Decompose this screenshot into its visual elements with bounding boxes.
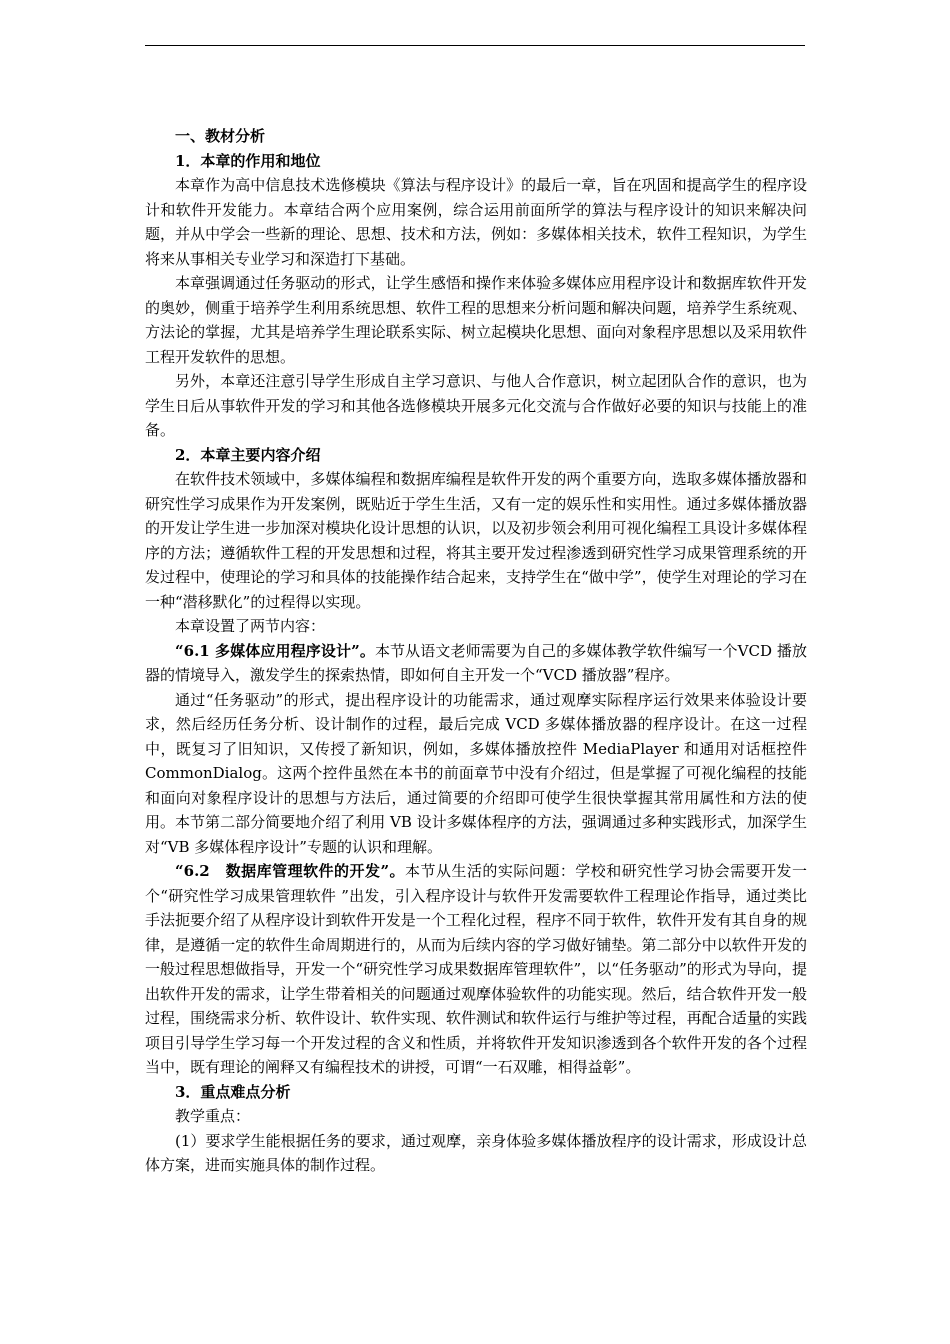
paragraph: 另外，本章还注意引导学生形成自主学习意识、与他人合作意识，树立起团队合作的意识，也为学生日后从事软件开发的学习和其他各选修模块开展多元化交流与合作做好必要的知识与技能上的准备。 <box>145 372 807 439</box>
subsection-heading-key-points: 3．重点难点分析 <box>175 1082 291 1101</box>
paragraph: 本章强调通过任务驱动的形式，让学生感悟和操作来体验多媒体应用程序设计和数据库软件开发的奥妙，侧重于培养学生利用系统思想、软件工程的思想来分析问题和解决问题，培养学生系统观、方法论的掌握，尤其是培养学生理论联系实际、树立起模块化思想、面向对象程序思想以及采用软件工程开发软件的思想。 <box>145 274 807 366</box>
paragraph-text: 本节从生活的实际问题：学校和研究性学习协会需要开发一个“研究性学习成果管理软件 ”出发，引入程序设计与软件开发需要软件工程理论作指导，通过类比手法扼要介绍了从程序设计到软件开发是一个工程化过程，程序不同于软件，软件开发有其自身的规律，是遵循一定的软件生命周期进行的，从而为后续内容的学习做好铺垫。第二部分中以软件开发的一般过程思想做指导，开发一个“研究性学习成果数据库管理软件”，以“任务驱动”的形式为导向，提出软件开发的需求，让学生带着相关的问题通过观摩体验软件的功能实现。然后，结合软件开发一般过程，围绕需求分析、软件设计、软件实现、软件测试和软件运行与维护等过程，再配合适量的实践项目引导学生学习每一个开发过程的含义和性质，并将软件开发知识渗透到各个软件开发的各个过程当中，既有理论的阐释又有编程技术的讲授，可谓“一石双雕，相得益彰”。 <box>145 862 807 1076</box>
subsection-heading-content: 2．本章主要内容介绍 <box>175 445 321 464</box>
section-6-1-title: “6.1 多媒体应用程序设计”。 <box>175 641 375 660</box>
paragraph: 教学重点： <box>175 1107 251 1125</box>
section-heading: 一、教材分析 <box>175 127 266 145</box>
paragraph: 本章作为高中信息技术选修模块《算法与程序设计》的最后一章，旨在巩固和提高学生的程序设计和软件开发能力。本章结合两个应用案例，综合运用前面所学的算法与程序设计的知识来解决问题，并从中学会一些新的理论、思想、技术和方法，例如：多媒体相关技术，软件工程知识，为学生将来从事相关专业学习和深造打下基础。 <box>145 176 807 268</box>
subsection-heading-role: 1．本章的作用和地位 <box>175 151 321 170</box>
header-rule <box>145 45 805 46</box>
paragraph: 本章设置了两节内容： <box>175 617 326 635</box>
document-body <box>145 124 807 1178</box>
paragraph <box>145 859 807 1080</box>
paragraph-text: 本节从语文老师需要为自己的多媒体教学软件编写一个VCD 播放器的情境导入，激发学生的探索热情，即如何自主开发一个“VCD 播放器”程序。 <box>145 641 807 684</box>
paragraph: (1）要求学生能根据任务的要求，通过观摩，亲身体验多媒体播放程序的设计需求，形成设计总体方案，进而实施具体的制作过程。 <box>145 1131 807 1174</box>
paragraph: 在软件技术领域中，多媒体编程和数据库编程是软件开发的两个重要方向，选取多媒体播放器和研究性学习成果作为开发案例，既贴近于学生生活，又有一定的娱乐性和实用性。通过多媒体播放器的开发让学生进一步加深对模块化设计思想的认识，以及初步领会利用可视化编程工具设计多媒体程序的方法；遵循软件工程的开发思想和过程，将其主要开发过程渗透到研究性学习成果管理系统的开发过程中，使理论的学习和具体的技能操作结合起来，支持学生在“做中学”，使学生对理论的学习在一种“潜移默化”的过程得以实现。 <box>145 470 807 611</box>
paragraph: 通过“任务驱动”的形式，提出程序设计的功能需求，通过观摩实际程序运行效果来体验设计要求，然后经历任务分析、设计制作的过程，最后完成 VCD 多媒体播放器的程序设计。在这一过程中，既复习了旧知识，又传授了新知识，例如，多媒体播放控件 MediaPlayer 和通用对话框控件 CommonDialog。这两个控件虽然在本书的前面章节中没有介绍过，但是掌握了可视化编程的技能和面向对象程序设计的思想与方法后，通过简要的介绍即可使学生很快掌握其常用属性和方法的使用。本节第二部分简要地介绍了利用 VB 设计多媒体程序的方法，强调通过多种实践形式，加深学生对“VB 多媒体程序设计”专题的认识和理解。 <box>145 690 807 856</box>
paragraph <box>145 639 807 688</box>
section-6-2-title: “6.2 数据库管理软件的开发”。 <box>175 862 406 880</box>
